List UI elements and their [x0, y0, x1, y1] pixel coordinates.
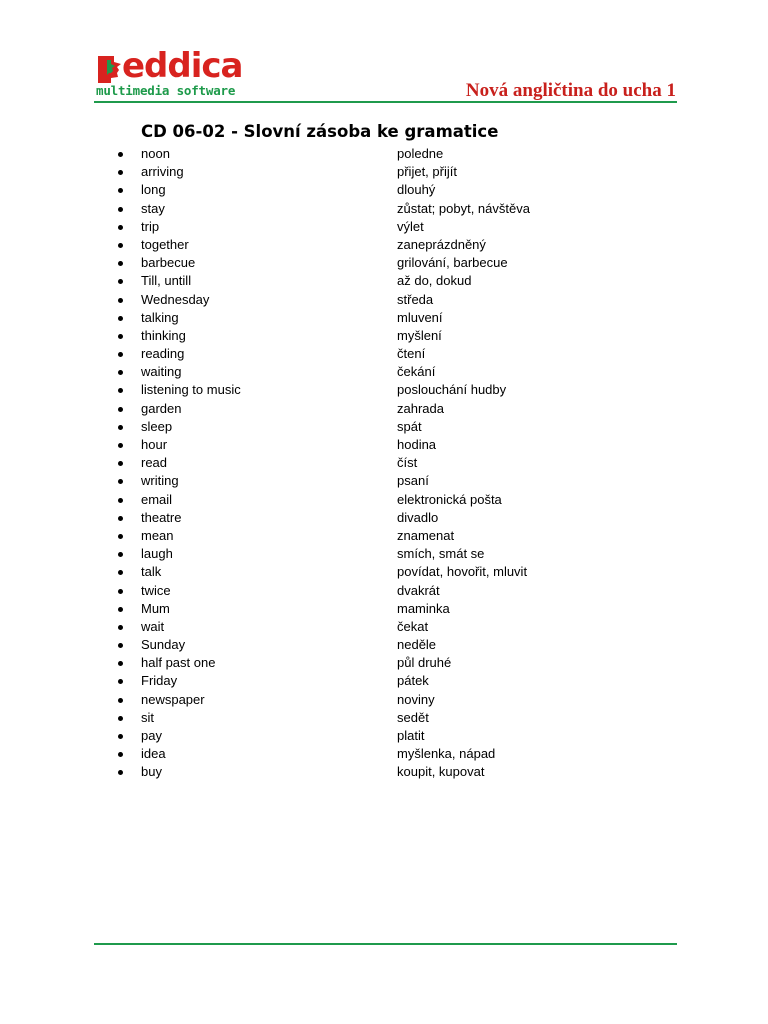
- vocabulary-row: [112, 145, 582, 163]
- vocabulary-row: [112, 436, 582, 454]
- czech-translation: hodina: [397, 437, 437, 452]
- english-term: twice: [141, 582, 171, 598]
- english-term: sit: [141, 709, 154, 725]
- bullet-icon: [118, 516, 123, 521]
- czech-translation: neděle: [397, 637, 437, 653]
- bullet-icon: [118, 570, 123, 575]
- bullet-icon: [118, 752, 123, 757]
- english-term: trip: [141, 218, 160, 234]
- vocabulary-row: [112, 582, 582, 600]
- czech-translation: povídat, hovořit, mluvit: [397, 564, 528, 580]
- vocabulary-row: [112, 363, 582, 381]
- czech-translation: koupit, kupovat: [397, 764, 485, 780]
- vocabulary-row: [112, 600, 582, 618]
- vocabulary-row: [112, 272, 582, 290]
- english-term: newspaper: [141, 691, 205, 707]
- czech-translation: středa: [397, 291, 434, 307]
- bullet-icon: [118, 607, 123, 612]
- czech-translation: dvakrát: [397, 582, 440, 598]
- czech-translation: zůstat; pobyt, návštěva: [397, 200, 530, 216]
- bullet-icon: [118, 461, 123, 466]
- bullet-icon: [118, 352, 123, 357]
- czech-translation: platit: [397, 728, 425, 743]
- czech-translation: znamenat: [397, 527, 455, 543]
- english-term: email: [141, 491, 173, 507]
- czech-translation: dlouhý: [397, 182, 436, 198]
- bullet-icon: [118, 770, 123, 775]
- bullet-icon: [118, 370, 123, 375]
- english-term: pay: [141, 728, 162, 743]
- vocabulary-row: [112, 709, 582, 727]
- english-term: laugh: [141, 546, 173, 562]
- english-term: wait: [141, 618, 165, 634]
- head-profile-logo-icon: [96, 52, 124, 84]
- czech-translation: psaní: [397, 473, 429, 489]
- bullet-icon: [118, 679, 123, 684]
- vocabulary-row: [112, 763, 582, 781]
- vocabulary-row: [112, 309, 582, 327]
- bullet-icon: [118, 170, 123, 175]
- czech-translation: přijet, přijít: [397, 164, 457, 180]
- english-term: garden: [141, 400, 182, 416]
- vocabulary-row: [112, 636, 582, 654]
- vocabulary-row: [112, 218, 582, 236]
- bullet-icon: [118, 407, 123, 412]
- czech-translation: spát: [397, 418, 422, 434]
- english-term: half past one: [141, 655, 216, 671]
- english-term: hour: [141, 437, 168, 452]
- bullet-icon: [118, 261, 123, 266]
- czech-translation: divadlo: [397, 509, 439, 525]
- czech-translation: maminka: [397, 600, 450, 616]
- bullet-icon: [118, 243, 123, 248]
- english-term: listening to music: [141, 382, 241, 398]
- bullet-icon: [118, 698, 123, 703]
- czech-translation: čekat: [397, 618, 429, 634]
- bullet-icon: [118, 479, 123, 484]
- vocabulary-row: [112, 200, 582, 218]
- bullet-icon: [118, 643, 123, 648]
- english-term: mean: [141, 527, 174, 543]
- vocabulary-row: [112, 691, 582, 709]
- vocabulary-row: [112, 745, 582, 763]
- czech-translation: elektronická pošta: [397, 491, 502, 507]
- english-term: theatre: [141, 509, 182, 525]
- bullet-icon: [118, 552, 123, 557]
- bullet-icon: [118, 188, 123, 193]
- vocabulary-row: [112, 327, 582, 345]
- vocabulary-row: [112, 291, 582, 309]
- bullet-icon: [118, 207, 123, 212]
- bullet-icon: [118, 734, 123, 739]
- czech-translation: poslouchání hudby: [397, 382, 507, 398]
- vocabulary-row: [112, 163, 582, 181]
- eddica-logo: [96, 46, 261, 98]
- logo-wordmark: eddica: [122, 46, 243, 86]
- bullet-icon: [118, 298, 123, 303]
- vocabulary-row: [112, 418, 582, 436]
- czech-translation: noviny: [397, 691, 435, 707]
- czech-translation: čekání: [397, 364, 436, 380]
- logo-tagline: multimedia software: [96, 83, 236, 98]
- english-term: long: [141, 182, 166, 198]
- bullet-icon: [118, 334, 123, 339]
- english-term: Friday: [141, 673, 178, 689]
- english-term: buy: [141, 764, 162, 780]
- bullet-icon: [118, 425, 123, 430]
- bullet-icon: [118, 225, 123, 230]
- bullet-icon: [118, 625, 123, 630]
- english-term: thinking: [141, 327, 186, 343]
- bullet-icon: [118, 443, 123, 448]
- vocabulary-row: [112, 454, 582, 472]
- czech-translation: mluvení: [397, 309, 443, 325]
- czech-translation: myšlenka, nápad: [397, 746, 496, 762]
- english-term: Till, untill: [141, 273, 192, 289]
- czech-translation: zahrada: [397, 400, 444, 416]
- english-term: waiting: [141, 364, 182, 380]
- english-term: reading: [141, 346, 185, 362]
- czech-translation: výlet: [397, 218, 424, 234]
- vocabulary-row: [112, 381, 582, 399]
- header-divider: [94, 101, 677, 103]
- czech-translation: grilování, barbecue: [397, 255, 508, 271]
- english-term: sleep: [141, 418, 173, 434]
- bullet-icon: [118, 716, 123, 721]
- czech-translation: sedět: [397, 709, 429, 725]
- vocabulary-row: [112, 527, 582, 545]
- english-term: Mum: [141, 600, 170, 616]
- bullet-icon: [118, 316, 123, 321]
- bullet-icon: [118, 589, 123, 594]
- czech-translation: půl druhé: [397, 655, 452, 671]
- english-term: Sunday: [141, 637, 186, 653]
- vocabulary-row: [112, 254, 582, 272]
- english-term: talk: [141, 564, 162, 580]
- english-term: writing: [141, 473, 179, 489]
- vocabulary-row: [112, 618, 582, 636]
- vocabulary-row: [112, 345, 582, 363]
- course-title: Nová angličtina do ucha 1: [465, 80, 676, 101]
- bullet-icon: [118, 498, 123, 503]
- vocabulary-row: [112, 181, 582, 199]
- vocabulary-row: [112, 400, 582, 418]
- page-title: CD 06-02 - Slovní zásoba ke gramatice: [141, 122, 499, 141]
- bullet-icon: [118, 388, 123, 393]
- english-term: arriving: [141, 164, 184, 180]
- czech-translation: smích, smát se: [397, 546, 485, 562]
- czech-translation: číst: [397, 455, 418, 471]
- bullet-icon: [118, 534, 123, 539]
- vocabulary-row: [112, 654, 582, 672]
- english-term: read: [141, 455, 168, 471]
- vocabulary-row: [112, 545, 582, 563]
- vocabulary-row: [112, 509, 582, 527]
- english-term: stay: [141, 200, 165, 216]
- vocabulary-row: [112, 672, 582, 690]
- english-term: talking: [141, 309, 179, 325]
- vocabulary-row: [112, 236, 582, 254]
- czech-translation: až do, dokud: [397, 273, 472, 289]
- czech-translation: myšlení: [397, 327, 442, 343]
- footer-divider: [94, 943, 677, 945]
- english-term: idea: [141, 746, 166, 762]
- czech-translation: poledne: [397, 146, 444, 161]
- czech-translation: čtení: [397, 346, 426, 362]
- czech-translation: zaneprázdněný: [397, 236, 486, 252]
- vocabulary-row: [112, 472, 582, 490]
- bullet-icon: [118, 661, 123, 666]
- czech-translation: pátek: [397, 673, 429, 689]
- vocabulary-row: [112, 563, 582, 581]
- bullet-icon: [118, 152, 123, 157]
- english-term: barbecue: [141, 255, 196, 271]
- vocabulary-list: [112, 145, 582, 782]
- english-term: noon: [141, 146, 170, 161]
- english-term: together: [141, 236, 189, 252]
- vocabulary-row: [112, 727, 582, 745]
- bullet-icon: [118, 279, 123, 284]
- vocabulary-row: [112, 491, 582, 509]
- english-term: Wednesday: [141, 291, 210, 307]
